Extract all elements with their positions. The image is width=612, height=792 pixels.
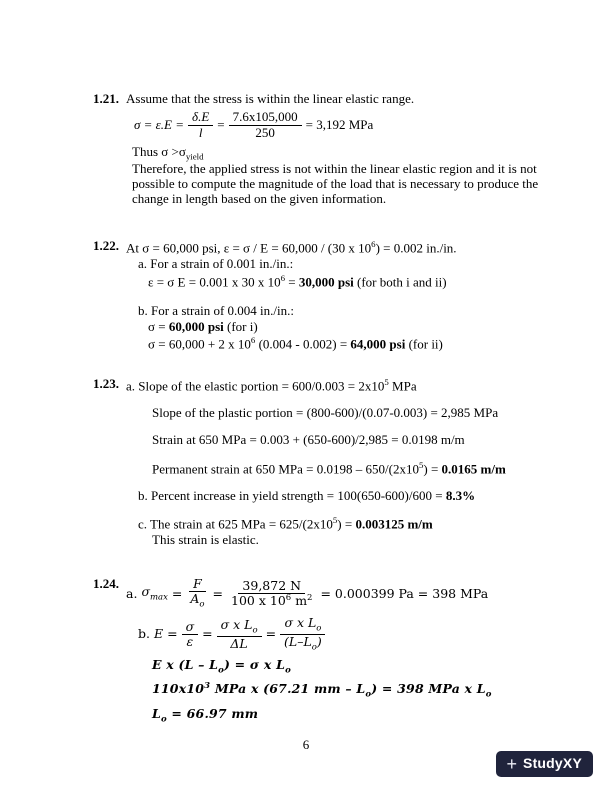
equation-rearranged bbox=[152, 658, 578, 676]
explanation-paragraph: Therefore, the applied stress is not within the linear elastic region and it is not possible to compute the magnitude of the load that is necessary to produce the change in length based on the given information. bbox=[132, 161, 539, 206]
math-run: 110x10 bbox=[152, 681, 205, 697]
item-a-slope-elastic bbox=[126, 377, 578, 394]
o-subscript: o bbox=[311, 642, 317, 653]
problem-number-1-22: 1.22. bbox=[93, 238, 119, 254]
problem-body-1-24 bbox=[126, 577, 578, 731]
problem-1-22 bbox=[93, 239, 582, 353]
math-run: ) = 0.002 in./in. bbox=[375, 240, 457, 256]
item-b-result-1 bbox=[148, 320, 578, 335]
numerator: 39,872 N bbox=[238, 579, 305, 594]
plus-icon: + bbox=[506, 754, 518, 774]
math-run: E x (L – L bbox=[152, 657, 219, 673]
fraction-sigma-l-over-l-minus-lo bbox=[280, 616, 326, 654]
problem-1-23 bbox=[93, 377, 582, 549]
substituted-values bbox=[152, 682, 578, 700]
permanent-strain bbox=[152, 460, 578, 477]
item-b-percent-increase bbox=[138, 489, 578, 504]
bold-result: 0.0165 m/m bbox=[441, 461, 506, 477]
math-run: σ x L bbox=[284, 614, 317, 630]
item-a-sigma-max bbox=[126, 577, 578, 611]
equals-sign: = bbox=[265, 626, 277, 642]
page-number: 6 bbox=[302, 737, 310, 752]
math-run: Permanent strain at 650 MPa = 0.0198 – 650/(2x10 bbox=[152, 461, 419, 477]
problem-1-21 bbox=[93, 92, 582, 207]
numerator: 7.6x105,000 bbox=[229, 110, 302, 126]
exponent: 6 bbox=[285, 593, 292, 604]
problem-body-1-22 bbox=[126, 239, 578, 353]
fraction-numeric bbox=[229, 110, 302, 141]
sigma-max-symbol bbox=[141, 585, 167, 603]
exponent: 5 bbox=[332, 515, 338, 526]
fraction-f-over-a bbox=[186, 577, 208, 611]
o-subscript: o bbox=[199, 599, 205, 610]
exponent: 3 bbox=[204, 681, 211, 692]
math-run: ) = σ x L bbox=[224, 657, 286, 673]
bold-result: 0.003125 m/m bbox=[355, 516, 433, 532]
equals-sign: = bbox=[217, 116, 225, 132]
strain-at-650: Strain at 650 MPa = 0.003 + (650-600)/2,985 = 0.0198 m/m bbox=[152, 432, 465, 448]
item-c-strain-625 bbox=[138, 515, 578, 532]
math-run: At σ = 60,000 psi, ε = σ / E = 60,000 / (30 x 10 bbox=[126, 240, 372, 256]
problem-number-1-24: 1.24. bbox=[93, 576, 119, 592]
item-letter: a. bbox=[126, 585, 138, 601]
math-run: ) = 398 MPa x L bbox=[371, 681, 486, 697]
o-subscript: o bbox=[252, 625, 258, 636]
max-subscript: max bbox=[149, 592, 168, 603]
item-b-modulus bbox=[138, 616, 578, 654]
fraction-delta-e-over-l bbox=[188, 110, 213, 141]
slope-plastic: Slope of the plastic portion = (800-600)/(0.07-0.003) = 2,985 MPa bbox=[152, 405, 499, 421]
intro-line bbox=[126, 239, 578, 256]
problem-1-24 bbox=[93, 577, 582, 731]
elastic-note: This strain is elastic. bbox=[152, 532, 259, 548]
math-run: ) = bbox=[423, 461, 442, 477]
denominator: ΔL bbox=[230, 635, 248, 651]
item-a-calculation bbox=[148, 273, 578, 290]
problem-body-1-21 bbox=[126, 92, 578, 207]
math-run: 100 x 10 bbox=[231, 593, 286, 609]
math-run: A bbox=[190, 591, 200, 607]
numerator bbox=[217, 618, 262, 637]
problem-number-1-21: 1.21. bbox=[93, 91, 119, 106]
note-text: (for i) bbox=[223, 318, 258, 334]
equals-sign: = bbox=[202, 626, 213, 642]
bold-result: 8.3% bbox=[445, 487, 476, 503]
math-run: MPa x (67.21 mm – L bbox=[210, 681, 366, 697]
exponent: 6 bbox=[280, 272, 285, 283]
fraction-sigma-l-over-dl bbox=[217, 618, 262, 652]
exponent: 6 bbox=[250, 335, 256, 346]
item-b-head: b. For a strain of 0.004 in./in.: bbox=[138, 302, 294, 318]
denominator bbox=[227, 594, 316, 609]
fraction-force-over-area bbox=[227, 579, 316, 609]
math-run: MPa bbox=[388, 378, 417, 394]
stress-formula bbox=[134, 110, 578, 141]
equals-sign: = bbox=[171, 585, 183, 601]
o-subscript: o bbox=[285, 665, 291, 676]
item-a-head: a. For a strain of 0.001 in./in.: bbox=[138, 256, 294, 272]
math-run: ) = bbox=[337, 516, 356, 532]
problem-number-1-23: 1.23. bbox=[93, 376, 119, 392]
formula-lhs: σ = ε.E = bbox=[134, 116, 185, 132]
o-subscript: o bbox=[316, 623, 322, 634]
intro-text: Assume that the stress is within the linear elastic range. bbox=[126, 91, 415, 106]
bold-result: 64,000 psi bbox=[350, 336, 406, 352]
bold-result: 30,000 psi bbox=[298, 274, 354, 290]
math-run: a. Slope of the elastic portion = 600/0.003 = 2x10 bbox=[126, 378, 385, 394]
problem-body-1-23 bbox=[126, 377, 578, 549]
math-run: ε = σ E = 0.001 x 30 x 10 bbox=[148, 274, 281, 290]
math-run: σ = 60,000 + 2 x 10 bbox=[148, 336, 251, 352]
o-subscript: o bbox=[161, 714, 167, 725]
math-run: σ x L bbox=[220, 616, 253, 632]
numerator: σ bbox=[182, 620, 199, 635]
fraction-sigma-over-epsilon bbox=[182, 620, 199, 650]
thus-text: Thus σ >σ bbox=[132, 143, 186, 159]
math-run: c. The strain at 625 MPa = 625/(2x10 bbox=[138, 516, 333, 532]
sigma: σ bbox=[141, 583, 150, 599]
denominator bbox=[186, 592, 208, 610]
math-run: σ = bbox=[148, 318, 169, 334]
math-run: (L–L bbox=[284, 634, 312, 650]
o-subscript: o bbox=[485, 690, 492, 701]
denominator: l bbox=[198, 124, 203, 140]
exponent: 6 bbox=[371, 239, 376, 250]
equals-sign: = bbox=[212, 585, 224, 601]
math-run: ) bbox=[316, 634, 322, 650]
denominator: 250 bbox=[255, 124, 275, 140]
result-length bbox=[152, 707, 578, 725]
numerator bbox=[280, 616, 325, 635]
exponent: 5 bbox=[384, 377, 389, 388]
numerator: δ.E bbox=[188, 110, 213, 126]
math-run: m bbox=[291, 593, 308, 609]
note-text: (for ii) bbox=[405, 336, 443, 352]
item-letter: b. bbox=[138, 626, 150, 642]
studyxy-badge bbox=[496, 751, 593, 777]
math-run: b. Percent increase in yield strength = 100(650-600)/600 = bbox=[138, 487, 446, 503]
brand-name: StudyXY bbox=[523, 755, 582, 772]
bold-result: 60,000 psi bbox=[168, 318, 224, 334]
e-equals: E = bbox=[153, 626, 178, 642]
math-run: = bbox=[285, 274, 299, 290]
result-run: = 0.000399 Pa = 398 MPa bbox=[320, 585, 489, 601]
math-run: = 66.97 mm bbox=[166, 705, 259, 721]
numerator: F bbox=[189, 577, 206, 592]
math-run: (0.004 - 0.002) = bbox=[255, 336, 351, 352]
o-subscript: o bbox=[365, 690, 372, 701]
denominator bbox=[280, 635, 326, 653]
exponent: 5 bbox=[418, 459, 424, 470]
thus-line bbox=[132, 145, 578, 162]
item-b-result-2 bbox=[148, 335, 578, 352]
denominator: ε bbox=[186, 634, 194, 650]
blank-line bbox=[126, 291, 578, 304]
formula-result: = 3,192 MPa bbox=[305, 116, 374, 132]
math-run: L bbox=[152, 705, 161, 721]
o-subscript: o bbox=[218, 665, 225, 676]
note-text: (for both i and ii) bbox=[353, 274, 447, 290]
yield-subscript: yield bbox=[185, 151, 204, 162]
exponent: 2 bbox=[307, 593, 313, 604]
